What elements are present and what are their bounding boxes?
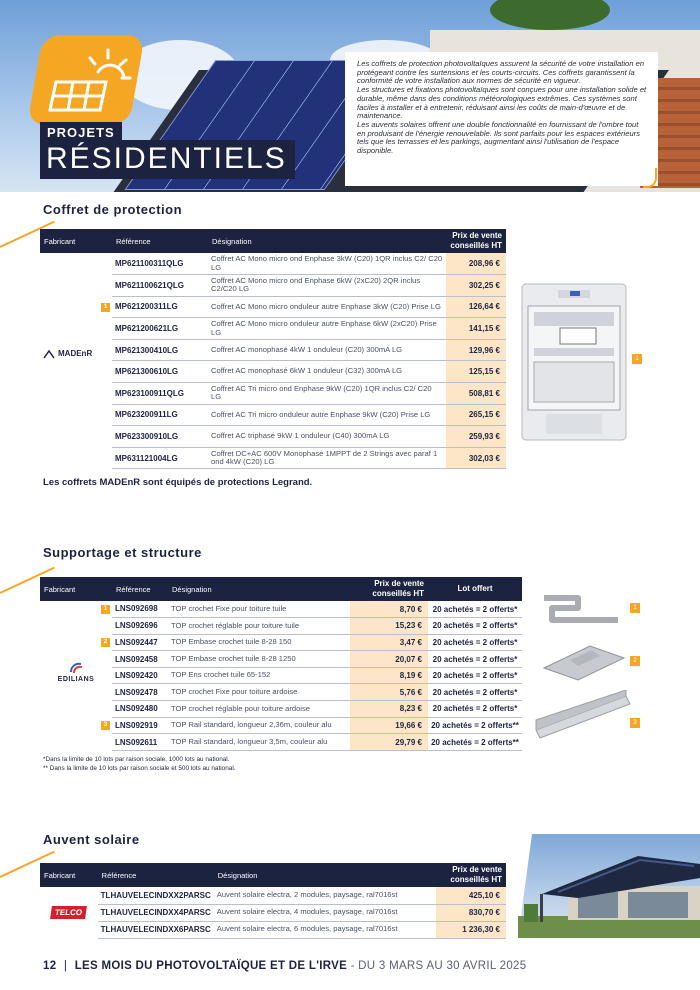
reference [112, 426, 208, 448]
designation: TOP crochet Fixe pour toiture ardoise [168, 684, 350, 701]
col-reference: Référence [116, 584, 151, 594]
ref-text: MP623300910LG [115, 432, 179, 442]
designation: Coffret AC monophasé 6kW 1 onduleur (C32) 300mA LG [208, 361, 446, 383]
lot-offer: 20 achetés = 2 offerts** [428, 717, 522, 734]
designation: TOP crochet Fixe pour toiture tuile [168, 601, 350, 618]
lot-offer: 20 achetés = 2 offerts* [428, 618, 522, 635]
designation: Coffret DC+AC 600V Monophasé 1MPPT de 2 Strings avec paraf 1 ond 4kW (C20) LG [208, 447, 446, 469]
ref-text: MP623100911QLG [115, 388, 184, 398]
designation: Coffret AC triphasé 9kW 1 onduleur (C40) 300mA LG [208, 426, 446, 448]
manufacturer-cell [40, 887, 98, 938]
item-number-badge: 3 [101, 721, 110, 730]
designation: TOP Embase crochet tuile 8-28 150 [168, 634, 350, 651]
designation: Coffret AC Mono micro onduleur autre Enphase 3kW (C20) Prise LG [208, 296, 446, 318]
telco-logo [43, 906, 95, 919]
ref-text: LNS092698 [115, 604, 158, 614]
table-row [40, 887, 506, 904]
designation: TOP Rail standard, longueur 3,5m, couleur alu [168, 734, 350, 751]
image-number-badge: 3 [630, 718, 640, 728]
reference [112, 701, 168, 718]
table-row [40, 684, 522, 701]
item-number-badge: 1 [101, 303, 110, 312]
edilians-logo [43, 662, 109, 683]
spacer [43, 218, 213, 220]
page-footer [43, 960, 526, 972]
designation: Coffret AC Mono micro ond Enphase 3kW (C20) 1QR inclus C2/ C20 LG [208, 253, 446, 275]
col-designation: Désignation [172, 584, 212, 594]
footer-separator: | [63, 960, 68, 972]
lot-offer: 20 achetés = 2 offerts* [428, 634, 522, 651]
item-number-badge: 1 [101, 605, 110, 614]
reference [112, 253, 208, 275]
reference [103, 634, 168, 651]
reference [112, 339, 208, 361]
designation: Coffret AC monophasé 4kW 1 onduleur (C20) 300mA LG [208, 339, 446, 361]
hook-base-image [540, 638, 628, 684]
solar-sun-icon [42, 42, 134, 120]
projets-label: PROJETS [40, 122, 122, 143]
designation: TOP Rail standard, longueur 2,36m, couleur alu [168, 717, 350, 734]
ref-text: LNS092420 [115, 671, 158, 681]
manufacturer-name: EDILIANS [57, 676, 95, 684]
image-number-badge: 1 [632, 354, 642, 364]
price: 425,10 € [436, 887, 506, 904]
col-price: Prix de vente conseillés HT [446, 229, 506, 253]
price: 20,07 € [350, 651, 428, 668]
designation: TOP Embase crochet tuile 8-28 1250 [168, 651, 350, 668]
reference [112, 734, 168, 751]
col-designation: Désignation [212, 236, 252, 246]
price: 265,15 € [446, 404, 506, 426]
lot-offer: 20 achetés = 2 offerts* [428, 651, 522, 668]
designation: Coffret AC Mono micro ond Enphase 6kW (2xC20) 2QR inclus C2/C20 LG [208, 275, 446, 297]
edilians-mark-icon [68, 662, 84, 674]
price: 3,47 € [350, 634, 428, 651]
ref-text: MP621200311LG [115, 302, 178, 312]
image-number-badge: 2 [630, 656, 640, 666]
designation: TOP Ens crochet tuile 65-152 [168, 667, 350, 684]
coffret-table [40, 229, 506, 469]
ref-text: TLHAUVELECINDXX6PARSC [100, 925, 211, 934]
table-row [40, 618, 522, 635]
auvent-table [40, 863, 506, 939]
ref-text: MP621100621QLG [115, 280, 184, 290]
table-row [40, 701, 522, 718]
intro-paragraph: Les coffrets de protection photovoltaïques assurent la sécurité de votre installation en protégeant contre les surtensions et les courts-circuits. Ces coffrets garantissent la conformité de votre installation aux normes de sécurité en vigueur. [357, 59, 645, 86]
reference [98, 921, 214, 938]
col-reference: Référence [101, 870, 137, 880]
price: 8,70 € [350, 601, 428, 618]
price: 125,15 € [446, 361, 506, 383]
ref-text: LNS092447 [115, 637, 158, 647]
manufacturer-name: MADEnR [58, 349, 93, 359]
col-fabricant: Fabricant [44, 870, 76, 880]
page-number: 12 [43, 960, 57, 972]
legrand-note: Les coffrets MADEnR sont équipés de protections Legrand. [43, 477, 313, 488]
designation: Coffret AC Mono micro onduleur autre Enphase 6kW (2xC20) Prise LG [208, 318, 446, 340]
ref-text: LNS092458 [115, 654, 158, 664]
image-number-badge: 1 [630, 603, 640, 613]
intro-text-box [345, 52, 658, 186]
ref-text: TLHAUVELECINDXX4PARSC [100, 908, 211, 917]
section-title-coffret: Coffret de protection [43, 202, 183, 217]
reference [98, 904, 214, 921]
reference [112, 667, 168, 684]
manufacturer-cell [40, 253, 112, 469]
table-header [40, 863, 506, 887]
palm-leaves [490, 0, 610, 30]
footer-title: LES MOIS DU PHOTOVOLTAÏQUE ET DE L'IRVE [74, 960, 348, 972]
ref-text: MP621100311QLG [115, 259, 184, 269]
designation: Auvent solaire electra, 2 modules, paysage, ral7016st [214, 887, 437, 904]
footnote: *Dans la limite de 10 lots par raison sociale, 1000 lots au national. [43, 756, 230, 763]
lot-offer: 20 achetés = 2 offerts** [428, 734, 522, 751]
price: 29,79 € [350, 734, 428, 751]
table-row [40, 253, 506, 275]
reference [103, 296, 208, 318]
price: 8,19 € [350, 667, 428, 684]
solar-awning-photo [518, 834, 700, 938]
designation: Coffret AC Tri micro ond Enphase 9kW (C20) 1QR inclus C2/ C20 LG [208, 383, 446, 405]
reference [112, 275, 208, 297]
price: 126,64 € [446, 296, 506, 318]
section-title-auvent: Auvent solaire [43, 832, 140, 847]
designation: TOP crochet réglable pour toiture ardoise [168, 701, 350, 718]
table-row [40, 904, 506, 921]
footer-date: - DU 3 MARS AU 30 AVRIL 2025 [350, 960, 527, 972]
price: 129,96 € [446, 339, 506, 361]
ref-text: LNS092478 [115, 687, 158, 697]
designation: Coffret AC Tri micro onduleur autre Enphase 9kW (C20) Prise LG [208, 404, 446, 426]
designation: TOP crochet réglable pour toiture tuile [168, 618, 350, 635]
reference [112, 651, 168, 668]
table-row [40, 717, 522, 734]
col-price: Prix de vente conseillés HT [350, 577, 428, 601]
price: 830,70 € [436, 904, 506, 921]
price: 259,93 € [446, 426, 506, 448]
aluminium-rail-image [534, 690, 632, 740]
price: 15,23 € [350, 618, 428, 635]
reference [112, 318, 208, 340]
designation: Auvent solaire electra, 4 modules, paysage, ral7016st [214, 904, 437, 921]
ref-text: TLHAUVELECINDXX2PARSC [100, 890, 211, 900]
price: 208,96 € [446, 253, 506, 275]
col-designation: Désignation [217, 870, 258, 880]
ref-text: LNS092480 [115, 704, 158, 714]
ref-text: MP621300610LG [115, 367, 179, 377]
table-row [40, 634, 522, 651]
reference [112, 447, 208, 469]
price: 19,66 € [350, 717, 428, 734]
lot-offer: 20 achetés = 2 offerts* [428, 701, 522, 718]
price: 508,81 € [446, 383, 506, 405]
roof-hook-image [538, 590, 622, 630]
reference [112, 361, 208, 383]
ref-text: LNS092696 [115, 621, 158, 631]
ref-text: MP631121004LG [115, 453, 178, 463]
madenr-logo [43, 349, 109, 359]
ref-text: MP621300410LG [115, 345, 179, 355]
reference [112, 383, 208, 405]
intro-paragraph: Les structures et fixations photovoltaïques sont conçues pour une installation solide et durable, même dans des conditions météorologiques extrêmes. Ces systèmes sont faciles à installer et à entretenir, réduisant ainsi les coûts de main-d'œuvre et de maintenance. [357, 85, 647, 121]
col-lot: Lot offert [457, 584, 493, 593]
electrical-cabinet-image [520, 282, 628, 442]
table-row [40, 651, 522, 668]
madenr-mountain-icon [43, 349, 55, 359]
item-number-badge: 2 [101, 638, 110, 647]
ref-text: LNS092611 [115, 737, 158, 747]
reference [98, 887, 214, 904]
reference [112, 404, 208, 426]
price: 141,15 € [446, 318, 506, 340]
table-row [40, 734, 522, 751]
reference [103, 601, 168, 618]
lot-offer: 20 achetés = 2 offerts* [428, 601, 522, 618]
table-header [40, 577, 522, 601]
lot-offer: 20 achetés = 2 offerts* [428, 667, 522, 684]
residentiels-title: RÉSIDENTIELS [40, 140, 295, 179]
price: 5,76 € [350, 684, 428, 701]
table-header [40, 229, 506, 253]
col-fabricant: Fabricant [44, 236, 76, 246]
price: 302,03 € [446, 447, 506, 469]
reference [112, 618, 168, 635]
price: 8,23 € [350, 701, 428, 718]
table-row [40, 601, 522, 618]
col-price: Prix de vente conseillés HT [436, 863, 506, 887]
ref-text: MP621200621LG [115, 324, 179, 334]
lot-offer: 20 achetés = 2 offerts* [428, 684, 522, 701]
intro-paragraph: Les auvents solaires offrent une double fonctionnalité en fournissant de l'ombre tout en produisant de l'énergie renouvelable. Ils sont parfaits pour les espaces extérieurs tels que les terrasses et les parkings, augmentant ainsi l'utilisation de l'espace disponible. [357, 119, 641, 156]
support-table [40, 577, 522, 751]
reference [103, 717, 168, 734]
ref-text: LNS092919 [115, 720, 158, 730]
price: 1 236,30 € [436, 921, 506, 938]
designation: Auvent solaire electra, 6 modules, paysage, ral7016st [214, 921, 437, 938]
col-fabricant: Fabricant [44, 584, 76, 594]
section-title-support: Supportage et structure [43, 545, 202, 560]
col-reference: Référence [116, 236, 151, 246]
ref-text: MP623200911LG [115, 410, 178, 420]
manufacturer-name: TELCO [50, 906, 87, 919]
table-row [40, 667, 522, 684]
reference [112, 684, 168, 701]
table-row [40, 921, 506, 938]
footnote: ** Dans la limite de 10 lots par raison sociale et 500 lots au national. [43, 765, 236, 772]
price: 302,25 € [446, 275, 506, 297]
